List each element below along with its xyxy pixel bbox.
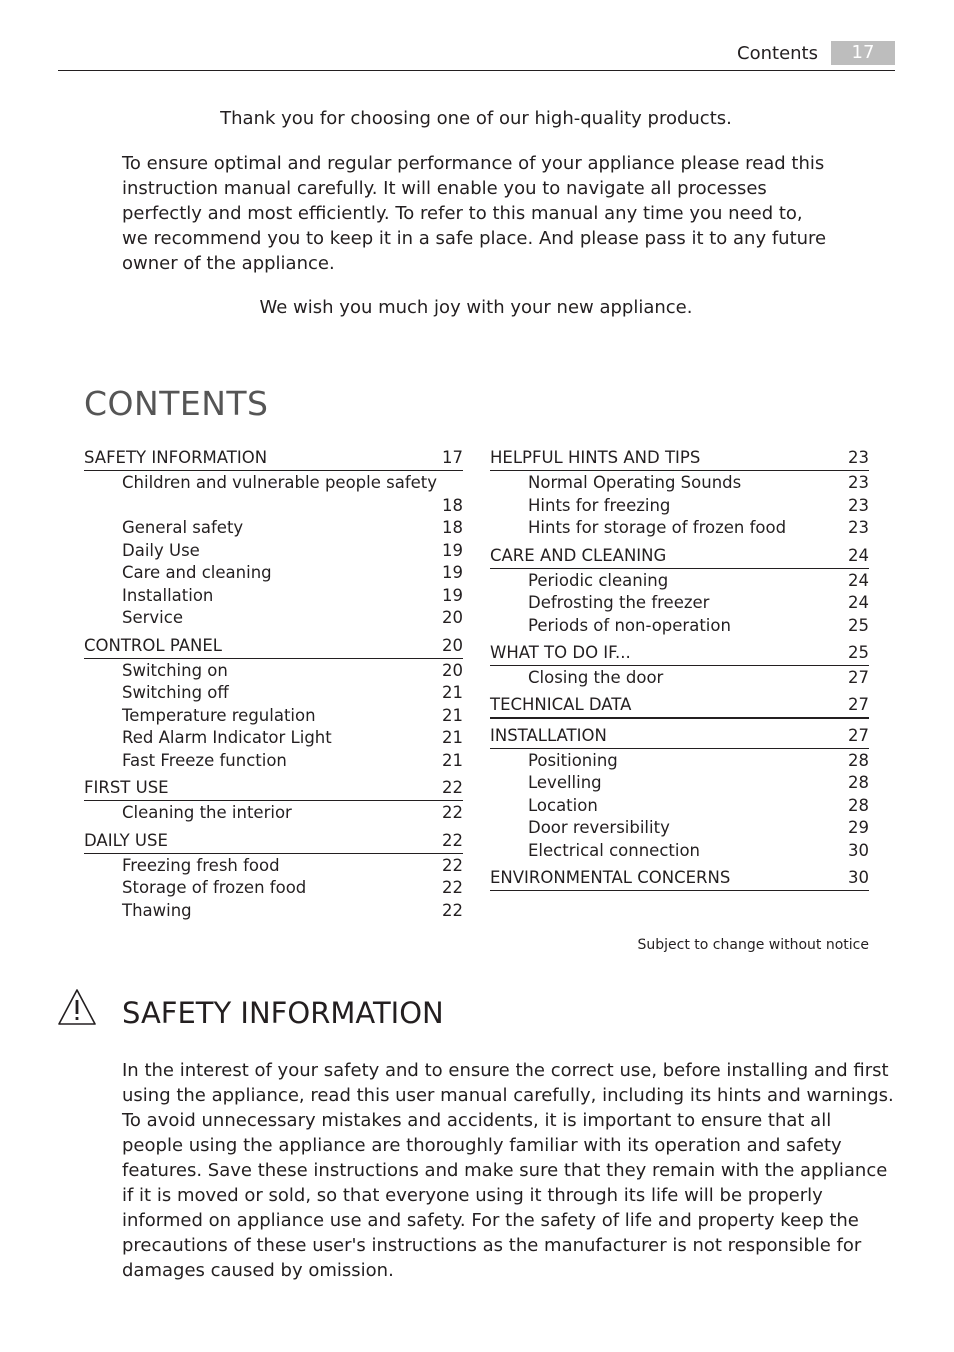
toc-entry-label: Periodic cleaning xyxy=(528,570,669,590)
toc-entry-label: Switching on xyxy=(122,660,228,680)
toc-entry[interactable] xyxy=(84,681,463,704)
toc-entry-label: Switching off xyxy=(122,683,229,702)
toc-right-column xyxy=(490,445,869,895)
toc-entry-page: 22 xyxy=(442,878,463,897)
toc-section xyxy=(84,445,463,629)
toc-section xyxy=(84,828,463,922)
toc-entry-label: Positioning xyxy=(528,750,618,770)
toc-section-heading[interactable] xyxy=(490,543,869,569)
toc-entry-label: Levelling xyxy=(528,773,602,792)
toc-entry-label: Freezing fresh food xyxy=(122,855,280,875)
toc-section-heading[interactable] xyxy=(490,445,869,471)
toc-entry[interactable] xyxy=(490,666,869,689)
toc-item-list xyxy=(84,854,463,922)
toc-entry-page: 28 xyxy=(848,750,869,770)
safety-section-title: SAFETY INFORMATION xyxy=(122,996,444,1030)
toc-section xyxy=(490,543,869,637)
toc-section xyxy=(490,693,869,719)
toc-entry-label: Children and vulnerable people safety xyxy=(122,473,438,492)
toc-section-title: HELPFUL HINTS AND TIPS xyxy=(490,448,701,467)
toc-entry-label: Thawing xyxy=(122,900,192,920)
toc-section xyxy=(490,723,869,862)
toc-section xyxy=(490,640,869,689)
toc-entry-page: 20 xyxy=(442,660,463,680)
toc-entry-label: Periods of non-operation xyxy=(528,615,731,635)
toc-entry[interactable] xyxy=(490,771,869,794)
toc-entry[interactable] xyxy=(84,659,463,682)
running-header-section: Contents xyxy=(737,43,818,64)
toc-entry-page: 18 xyxy=(442,496,463,515)
toc-entry[interactable] xyxy=(490,569,869,592)
toc-entry[interactable] xyxy=(84,516,463,539)
toc-entry-label: Door reversibility xyxy=(528,818,670,837)
toc-entry-page: 28 xyxy=(848,795,869,815)
toc-entry[interactable] xyxy=(490,516,869,539)
toc-item-list xyxy=(84,471,463,629)
toc-section xyxy=(490,445,869,539)
toc-entry[interactable] xyxy=(84,749,463,772)
toc-entry-label: Hints for freezing xyxy=(528,495,671,515)
toc-section-page: 27 xyxy=(848,725,869,745)
toc-entry-label: Defrosting the freezer xyxy=(528,593,710,612)
toc-section-page: 22 xyxy=(442,778,463,797)
toc-section-title: WHAT TO DO IF... xyxy=(490,643,631,662)
toc-section-heading[interactable] xyxy=(84,445,463,471)
toc-entry[interactable] xyxy=(490,471,869,494)
toc-entry-label: General safety xyxy=(122,518,244,537)
toc-section-page: 20 xyxy=(442,635,463,655)
toc-entry[interactable] xyxy=(490,591,869,614)
toc-entry[interactable] xyxy=(84,899,463,922)
toc-item-list xyxy=(84,801,463,824)
toc-item-list xyxy=(490,471,869,539)
toc-entry[interactable] xyxy=(84,726,463,749)
toc-section-page: 25 xyxy=(848,643,869,662)
toc-item-list xyxy=(490,666,869,689)
toc-entry-page: 21 xyxy=(442,728,463,747)
toc-entry[interactable] xyxy=(84,561,463,584)
toc-entry[interactable] xyxy=(84,606,463,629)
toc-section-heading[interactable] xyxy=(490,865,869,891)
toc-entry[interactable] xyxy=(84,704,463,727)
toc-entry-label: Daily Use xyxy=(122,540,200,560)
toc-entry-page: 19 xyxy=(442,563,463,582)
toc-entry-page: 21 xyxy=(442,705,463,725)
toc-entry[interactable] xyxy=(84,471,463,516)
toc-section-page: 30 xyxy=(848,868,869,887)
intro-body: To ensure optimal and regular performance of your appliance please read this instruction manual carefully. It will enable you to navigate all processes perfectly and most efficiently. To refer to this manual any time you need to, we recommend you to keep it in a safe place. And please pass it to any future owner of the appliance. xyxy=(122,153,827,274)
toc-entry[interactable] xyxy=(490,816,869,839)
toc-entry-label: Temperature regulation xyxy=(122,705,316,725)
toc-entry-label: Installation xyxy=(122,585,214,605)
toc-entry[interactable] xyxy=(490,794,869,817)
toc-section-heading[interactable] xyxy=(490,640,869,666)
toc-entry-label: Service xyxy=(122,608,183,627)
toc-entry-page: 20 xyxy=(442,608,463,627)
toc-entry-label: Closing the door xyxy=(528,668,664,687)
toc-entry-label: Cleaning the interior xyxy=(122,803,292,822)
toc-entry-page: 24 xyxy=(848,593,869,612)
toc-section xyxy=(84,633,463,772)
toc-item-list xyxy=(490,749,869,862)
toc-section-title: CARE AND CLEANING xyxy=(490,545,667,565)
toc-section-heading[interactable] xyxy=(84,828,463,854)
intro-wish: We wish you much joy with your new appliance. xyxy=(259,297,693,318)
toc-section-title: SAFETY INFORMATION xyxy=(84,448,268,467)
toc-left-column xyxy=(84,445,463,925)
toc-entry-page: 30 xyxy=(848,840,869,860)
toc-entry-page: 23 xyxy=(848,495,869,515)
toc-entry-page: 22 xyxy=(442,803,463,822)
toc-section-title: ENVIRONMENTAL CONCERNS xyxy=(490,868,731,887)
toc-entry[interactable] xyxy=(490,494,869,517)
header-rule xyxy=(58,70,895,71)
toc-entry-page: 25 xyxy=(848,615,869,635)
toc-entry-label: Hints for storage of frozen food xyxy=(528,518,787,537)
toc-section-title: CONTROL PANEL xyxy=(84,635,222,655)
toc-entry-page: 19 xyxy=(442,585,463,605)
toc-entry-label: Normal Operating Sounds xyxy=(528,473,742,492)
intro-thanks: Thank you for choosing one of our high-quality products. xyxy=(220,108,732,129)
toc-entry[interactable] xyxy=(84,539,463,562)
toc-entry[interactable] xyxy=(490,749,869,772)
toc-entry[interactable] xyxy=(84,876,463,899)
toc-entry-page: 24 xyxy=(848,570,869,590)
toc-section-heading[interactable] xyxy=(490,693,869,719)
toc-entry[interactable] xyxy=(84,801,463,824)
toc-entry-page: 21 xyxy=(442,683,463,702)
toc-section-title: INSTALLATION xyxy=(490,725,607,745)
toc-entry-page: 19 xyxy=(442,540,463,560)
toc-item-list xyxy=(490,569,869,637)
toc-entry-page: 18 xyxy=(442,518,463,537)
toc-entry-page: 28 xyxy=(848,773,869,792)
toc-section-title: DAILY USE xyxy=(84,830,168,850)
toc-entry-page: 22 xyxy=(442,900,463,920)
toc-entry-label: Care and cleaning xyxy=(122,563,272,582)
toc-section-heading[interactable] xyxy=(84,775,463,801)
toc-section-page: 24 xyxy=(848,545,869,565)
toc-entry-page: 21 xyxy=(442,750,463,770)
toc-entry-page: 23 xyxy=(848,518,869,537)
toc-section-heading[interactable] xyxy=(490,723,869,749)
change-notice: Subject to change without notice xyxy=(637,937,869,953)
toc-entry[interactable] xyxy=(490,839,869,862)
contents-title: CONTENTS xyxy=(84,384,269,423)
toc-entry-page: 22 xyxy=(442,855,463,875)
toc-item-list xyxy=(84,659,463,772)
toc-entry[interactable] xyxy=(84,584,463,607)
warning-triangle-icon xyxy=(57,988,97,1026)
toc-entry-page: 29 xyxy=(848,818,869,837)
toc-section-page: 27 xyxy=(848,694,869,714)
toc-section-page: 17 xyxy=(442,448,463,467)
toc-entry[interactable] xyxy=(490,614,869,637)
toc-entry-label: Location xyxy=(528,795,598,815)
toc-entry-label: Storage of frozen food xyxy=(122,878,307,897)
toc-entry[interactable] xyxy=(84,854,463,877)
toc-entry-page: 27 xyxy=(848,668,869,687)
toc-entry-label: Electrical connection xyxy=(528,840,700,860)
toc-section xyxy=(84,775,463,824)
toc-entry-label: Red Alarm Indicator Light xyxy=(122,728,332,747)
toc-entry-label: Fast Freeze function xyxy=(122,750,287,770)
toc-section-title: TECHNICAL DATA xyxy=(490,694,632,714)
toc-section xyxy=(490,865,869,891)
toc-entry-page: 23 xyxy=(848,473,869,492)
toc-section-title: FIRST USE xyxy=(84,778,169,797)
toc-section-heading[interactable] xyxy=(84,633,463,659)
page-number: 17 xyxy=(831,41,895,65)
toc-section-page: 22 xyxy=(442,830,463,850)
safety-intro-text: In the interest of your safety and to ensure the correct use, before installing and first using the appliance, read this user manual carefully, including its hints and warnings. To avoid unnecessary mistakes and accidents, it is important to ensure that all people using the appliance are thoroughly familiar with its operation and safety features. Save these instructions and make sure that they remain with the appliance if it is moved or sold, so that everyone using it through its life will be properly informed on appliance use and safety. For the safety of life and property keep the precautions of these user's instructions as the manufacturer is not responsible for damages caused by omission. xyxy=(122,1060,894,1281)
toc-section-page: 23 xyxy=(848,448,869,467)
